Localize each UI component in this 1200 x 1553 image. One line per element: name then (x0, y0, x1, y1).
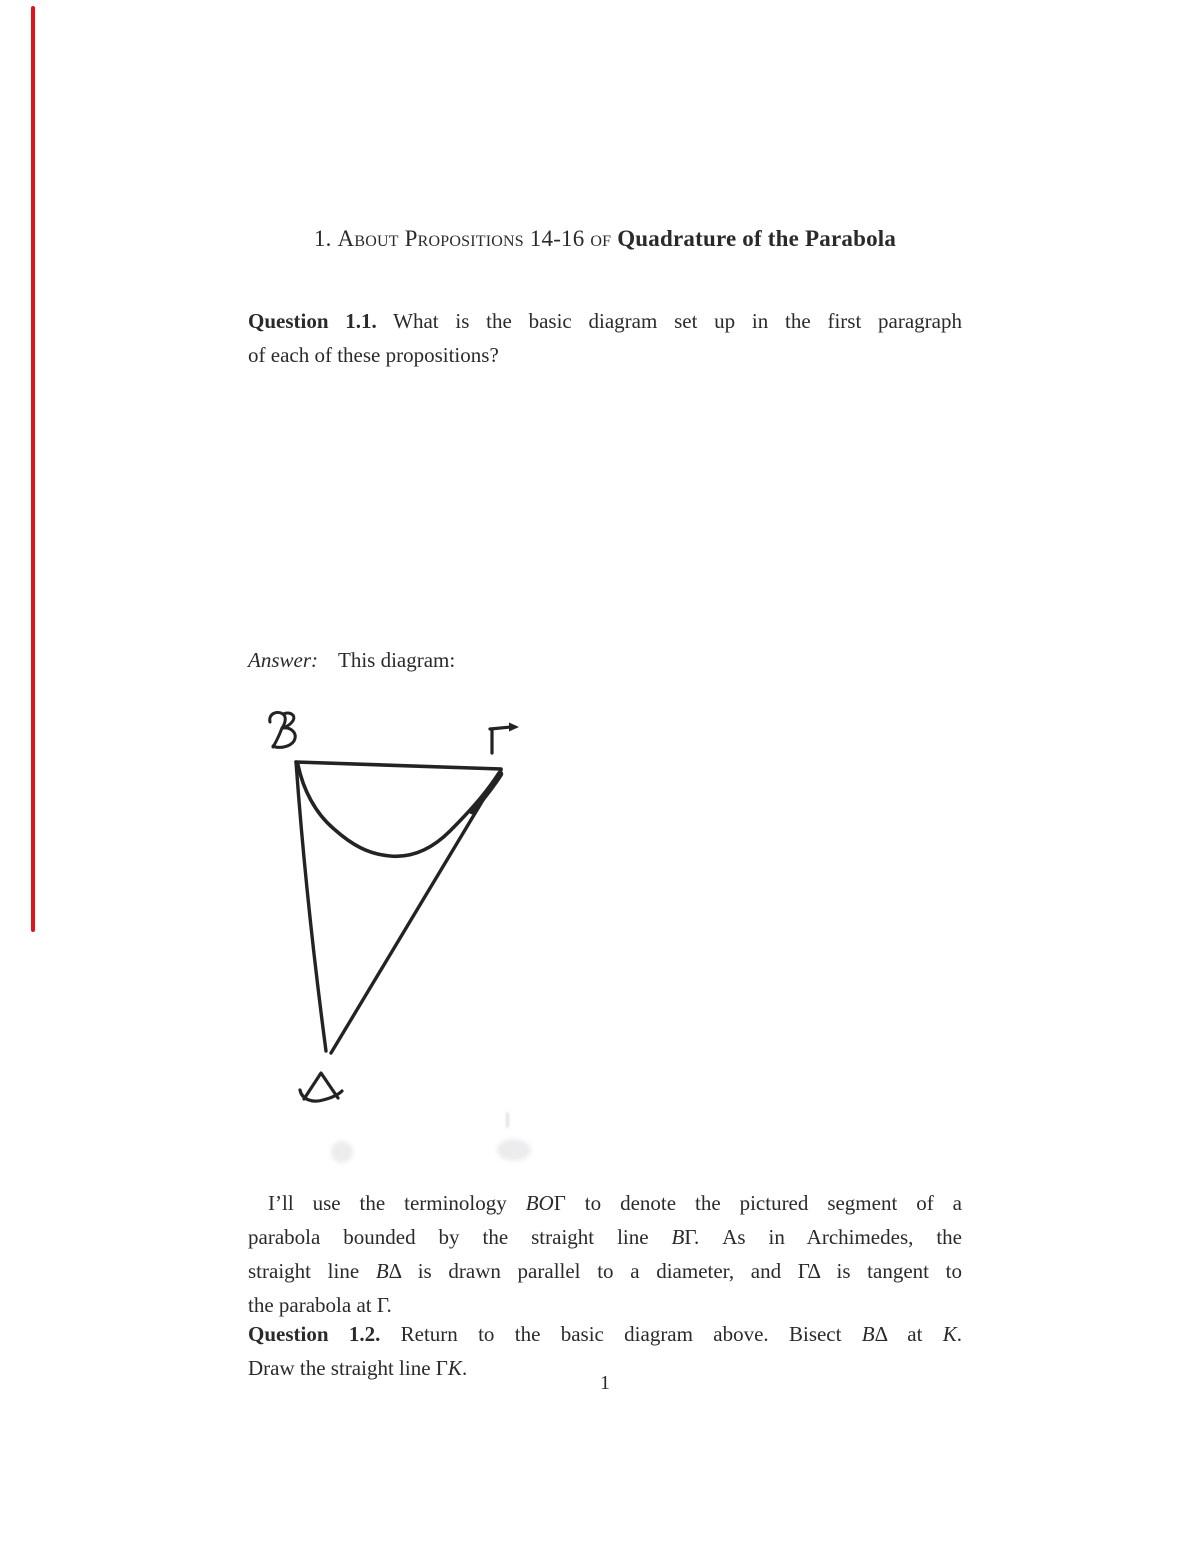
question-1-1-line-1 (248, 304, 962, 338)
pencil-erasure-smudge (506, 1112, 509, 1128)
chord-line-b-gamma (296, 762, 501, 769)
math-gamma: Γ (376, 1293, 387, 1317)
question-1-1 (248, 304, 962, 372)
math-gamma: Γ (684, 1225, 694, 1249)
parabola-curve-thick-overlap (472, 774, 500, 811)
intro-text: . (386, 1293, 392, 1317)
question-1-2-text: Draw the straight line (248, 1356, 436, 1380)
vertex-label-delta (300, 1073, 342, 1101)
math-b: B (671, 1225, 685, 1249)
intro-text: is tangent to (819, 1259, 962, 1283)
section-heading (248, 226, 962, 252)
question-1-2-text: . (461, 1356, 468, 1380)
math-gamma: Γ (435, 1356, 448, 1380)
section-heading-smallcaps: About Propositions 14-16 of (337, 226, 618, 251)
intro-text: the parabola at (248, 1293, 377, 1317)
vertex-label-gamma (490, 723, 519, 754)
intro-line-3 (248, 1254, 962, 1288)
section-number: 1. (313, 226, 338, 251)
question-1-2-text: Return to the basic diagram above. Bisect (380, 1322, 862, 1346)
intro-line-1 (248, 1186, 962, 1220)
page-number: 1 (600, 1372, 610, 1394)
math-delta: Δ (874, 1322, 887, 1346)
math-b: B (861, 1322, 875, 1346)
pencil-erasure-smudge (331, 1141, 353, 1163)
answer-label: Answer: (248, 648, 318, 672)
math-b: B (375, 1259, 389, 1283)
question-1-2-line-1 (248, 1317, 962, 1351)
intro-text: . As in Archimedes, the (694, 1225, 962, 1249)
label-b-stem (270, 712, 286, 747)
answer-text: This diagram: (338, 648, 456, 672)
label-gamma-bar (490, 727, 511, 729)
math-gamma: Γ (553, 1191, 566, 1215)
question-1-2-label: Question 1.2. (248, 1322, 381, 1346)
pencil-erasure-smudge (497, 1139, 531, 1161)
parabola-segment-figure (240, 690, 570, 1120)
intro-paragraph (248, 1186, 962, 1322)
question-1-2-text: at (886, 1322, 943, 1346)
vertex-label-b (270, 712, 295, 747)
question-1-1-text-1: What is the basic diagram set up in the first paragraph (376, 309, 962, 333)
question-1-1-line-2: of each of these propositions? (248, 343, 499, 367)
section-heading-work-title: Quadrature of the Parabola (617, 226, 897, 251)
math-bo: BO (525, 1191, 554, 1215)
math-gamma-delta: ΓΔ (797, 1259, 820, 1283)
tangent-line-gamma-delta (331, 770, 501, 1053)
scan-artifact-red-line (31, 6, 35, 932)
question-1-1-label: Question 1.1. (248, 309, 377, 333)
math-k: K (942, 1322, 957, 1346)
side-line-b-delta (296, 762, 326, 1051)
intro-text: I’ll use the terminology (268, 1191, 526, 1215)
intro-line-2 (248, 1220, 962, 1254)
answer-line (248, 648, 962, 673)
question-1-2-text: . (956, 1322, 963, 1346)
label-gamma-bar-tip (509, 723, 519, 732)
intro-text: is drawn parallel to a diameter, and (401, 1259, 798, 1283)
intro-text: straight line (248, 1259, 376, 1283)
math-delta: Δ (388, 1259, 402, 1283)
math-k: K (447, 1356, 462, 1380)
intro-text: parabola bounded by the straight line (248, 1225, 672, 1249)
intro-text: to denote the pictured segment of a (565, 1191, 962, 1215)
